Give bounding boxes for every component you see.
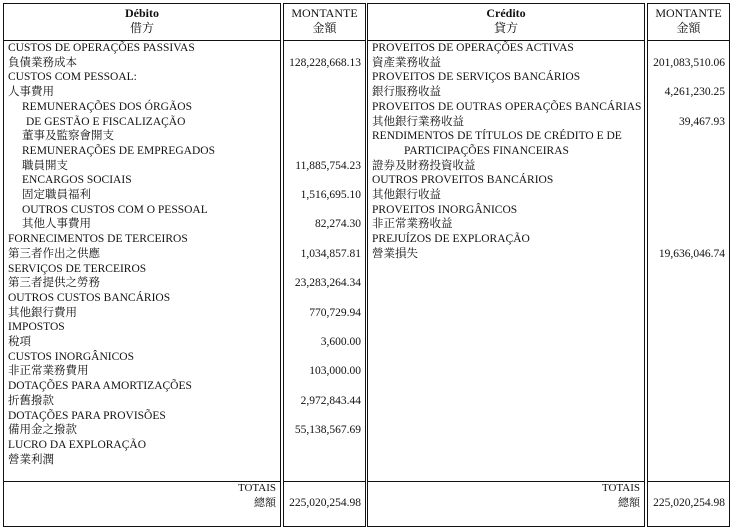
debit-totals-label-pt: TOTAIS: [237, 482, 276, 494]
debit-header-zh: 借方: [129, 21, 154, 35]
debit-row-label: LUCRO DA EXPLORAÇÃO: [8, 438, 147, 451]
debit-row-label: OUTROS CUSTOS BANCÁRIOS: [8, 291, 171, 304]
debit-row-amount: 1,516,695.10: [300, 189, 361, 201]
debit-row-amount: 1,034,857.81: [300, 247, 361, 260]
debit-row-label: FORNECIMENTOS DE TERCEIROS: [8, 233, 188, 246]
credit-row-amount: 201,083,510.06: [653, 56, 725, 69]
credit-totals-label-zh: 總額: [618, 497, 640, 509]
credit-row-label: PROVEITOS DE SERVIÇOS BANCÁRIOS: [372, 71, 581, 84]
credit-section: [367, 3, 730, 527]
debit-description-column: [3, 3, 281, 527]
debit-row-label: 稅項: [8, 336, 31, 348]
debit-row-label: REMUNERAÇÕES DOS ÓRGÃOS: [22, 100, 192, 113]
debit-amount-header: [284, 6, 365, 36]
credit-amount-header-pt: MONTANTE: [655, 6, 722, 20]
debit-row-label: ENCARGOS SOCIAIS: [22, 174, 132, 187]
debit-totals-amount: 225,020,254.98: [289, 497, 361, 509]
debit-totals-label-zh: 總額: [254, 497, 276, 509]
credit-row-label: 非正常業務收益: [372, 218, 453, 231]
credit-amount-header: [648, 6, 729, 36]
debit-amount-column: [283, 3, 366, 527]
debit-row-label: DE GESTÃO E FISCALIZAÇÃO: [26, 115, 186, 128]
debit-row-amount: 3,600.00: [320, 336, 361, 348]
credit-row-label: PROVEITOS DE OPERAÇÕES ACTIVAS: [372, 42, 574, 54]
debit-row-amount: 23,283,264.34: [294, 277, 361, 290]
debit-row-label: 第三者提供之勞務: [8, 277, 100, 290]
debit-row-label: 其他銀行費用: [8, 306, 77, 319]
debit-row-label: SERVIÇOS DE TERCEIROS: [8, 262, 147, 275]
credit-row-amount: 4,261,230.25: [664, 86, 725, 99]
debit-row-label: 固定職員福利: [22, 189, 91, 201]
credit-header: [368, 6, 644, 36]
debit-row-label: 折舊撥款: [8, 394, 54, 407]
debit-row-label: 第三者作出之供應: [8, 247, 100, 260]
credit-row-label: 其他銀行收益: [372, 189, 441, 201]
debit-row-amount: 770,729.94: [309, 306, 361, 319]
debit-row-amount: 103,000.00: [309, 365, 361, 378]
credit-row-label: 其他銀行業務收益: [372, 115, 464, 128]
debit-row-label: DOTAÇÕES PARA PROVISÕES: [8, 409, 166, 422]
credit-row-amount: 39,467.93: [679, 115, 725, 128]
credit-row-label: 證券及財務投資收益: [372, 159, 476, 172]
credit-row-label: 銀行服務收益: [372, 86, 441, 99]
credit-amount-header-zh: 金額: [676, 21, 701, 35]
debit-amount-header-pt: MONTANTE: [291, 6, 358, 20]
account-statement: [3, 3, 730, 527]
debit-row-label: 其他人事費用: [22, 218, 91, 231]
credit-row-label: OUTROS PROVEITOS BANCÁRIOS: [372, 174, 554, 187]
debit-row-label: CUSTOS DE OPERAÇÕES PASSIVAS: [8, 42, 195, 54]
credit-amount-column: [647, 3, 730, 527]
credit-row-amount: 19,636,046.74: [658, 247, 725, 260]
debit-row-label: 營業利潤: [8, 453, 54, 466]
credit-row-label: PROVEITOS INORGÂNICOS: [372, 203, 518, 216]
credit-header-pt: Crédito: [486, 6, 526, 20]
credit-row-label: PREJUÍZOS DE EXPLORAÇÃO: [372, 233, 530, 246]
debit-row-label: 非正常業務費用: [8, 365, 89, 378]
debit-row-label: DOTAÇÕES PARA AMORTIZAÇÕES: [8, 380, 192, 393]
debit-row-label: CUSTOS INORGÂNICOS: [8, 350, 134, 363]
debit-row-label: 職員開支: [22, 159, 68, 172]
credit-row-label: RENDIMENTOS DE TÍTULOS DE CRÉDITO E DE: [372, 130, 622, 143]
debit-row-amount: 55,138,567.69: [294, 424, 361, 437]
debit-row-amount: 2,972,843.44: [300, 394, 361, 407]
credit-row-label: 資產業務收益: [372, 56, 441, 69]
debit-row-label: CUSTOS COM PESSOAL:: [8, 71, 137, 84]
credit-row-label: 營業損失: [372, 247, 418, 260]
debit-header-pt: Débito: [125, 6, 159, 20]
credit-header-zh: 貸方: [493, 21, 518, 35]
credit-description-column: [367, 3, 645, 527]
debit-section: [3, 3, 366, 527]
debit-row-label: IMPOSTOS: [8, 321, 65, 334]
credit-row-label: PARTICIPAÇÕES FINANCEIRAS: [404, 144, 569, 157]
debit-row-label: 負債業務成本: [8, 56, 77, 69]
credit-totals-label-pt: TOTAIS: [601, 482, 640, 494]
debit-row-label: 董事及監察會開支: [22, 130, 114, 143]
debit-row-amount: 82,274.30: [315, 218, 361, 231]
debit-row-amount: 128,228,668.13: [289, 56, 361, 69]
debit-row-label: 人事費用: [8, 86, 54, 99]
debit-header: [4, 6, 280, 36]
debit-row-label: 備用金之撥款: [8, 424, 77, 437]
debit-row-label: OUTROS CUSTOS COM O PESSOAL: [22, 203, 208, 216]
debit-amount-header-zh: 金額: [312, 21, 337, 35]
debit-row-label: REMUNERAÇÕES DE EMPREGADOS: [22, 144, 215, 157]
credit-row-label: PROVEITOS DE OUTRAS OPERAÇÕES BANCÁRIAS: [372, 100, 642, 113]
debit-row-amount: 11,885,754.23: [295, 159, 361, 172]
credit-totals-amount: 225,020,254.98: [653, 497, 725, 509]
